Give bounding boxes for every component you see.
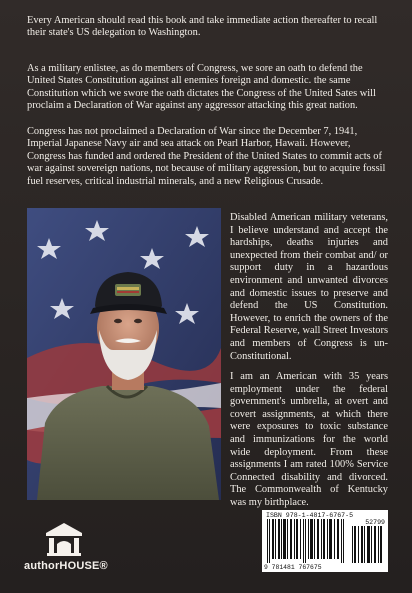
publisher-name: authorHOUSE® [24, 560, 108, 572]
oath-paragraph: As a military enlistee, as do members of Congress, we sore an oath to defend the United States Constitution against all enemies foreign and domestic. the same Constitution which we swore the oath dictates the Congress of the United Sates will proclaim a Declaration of War against any aggressor attacking this great nation. [27, 63, 376, 112]
publisher-logo [24, 522, 108, 582]
congress-paragraph: Congress has not proclaimed a Declaration of War since the December 7, 1941, Imperial Japanese Navy air and sea attack on Pearl Harbor, Hawaii. However, Congress has funded and ordered the President of the United States to commit acts of war against sovereign nations, not because of military aggression, but to acquire fossil fuel reserves, critical industrial minerals, and a new Religious Crusade. [27, 126, 386, 187]
isbn-digits: 9 781481 767675 [264, 564, 322, 571]
isbn-label: ISBN 978-1-4817-6767-5 [266, 512, 354, 519]
price-barcode-bars [352, 526, 384, 563]
barcode-bars [266, 519, 346, 563]
veterans-paragraph: Disabled American military veterans, I believe understand and accept the hardships, deaths injuries and unexpected from their combat and/ or support duty in a hazardous environment and unwanted divorces and domestic issues to preserve and defend the US Constitution. However, to enrich the owners of the Federal Reserve, wall Street Investors and members of Congress is un-Constitutional. [230, 212, 388, 362]
intro-paragraph: Every American should read this book and take immediate action thereafter to recall their state's US delegation to Washington. [27, 15, 378, 39]
author-photo [27, 208, 221, 500]
authorhouse-logo-icon [45, 522, 83, 556]
author-bio-text: I am an American with 35 years employment under the federal government's umbrella, at overt and covert assignments, at which there were exposures to toxic substance and immunizations for the world wide deployment. From these assignments I am rated 100% Service Connected disability and divorced. The Commonwealth of Kentucky was my birthplace. [230, 371, 388, 508]
author-bio-paragraph [230, 371, 388, 510]
price-code: 52799 [365, 519, 385, 526]
isbn-barcode [262, 510, 388, 572]
